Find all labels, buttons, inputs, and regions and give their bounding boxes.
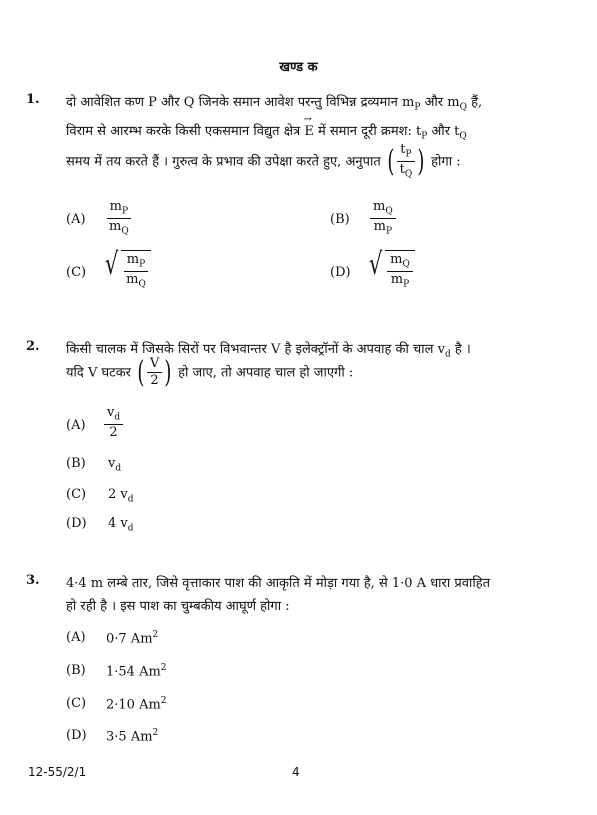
q2-option-b-label: (B) [66, 456, 86, 471]
num-text: m [373, 199, 386, 214]
option-sup: 2 [152, 728, 159, 738]
q1-option-c-value [102, 247, 151, 291]
option-text: 3·5 Am [106, 729, 153, 745]
q2-option-d-value [108, 516, 134, 534]
num-text: m [390, 252, 403, 267]
option-sup: 2 [152, 630, 159, 640]
num-text: m [126, 252, 140, 267]
num-sub: P [139, 259, 146, 270]
option-text: v [108, 456, 116, 471]
num-sub: Q [385, 206, 393, 217]
q2-option-b-value [108, 456, 121, 474]
q3-option-c-label: (C) [66, 696, 87, 711]
option-text: 4 v [108, 516, 128, 531]
fraction-denominator [371, 219, 395, 237]
square-root [102, 247, 151, 291]
fraction-denominator [397, 162, 416, 180]
fraction-numerator [387, 253, 413, 272]
q1-sub: Q [459, 102, 467, 113]
q3-option-c-value [106, 696, 167, 712]
q2-sub: d [444, 349, 451, 360]
left-paren: ( [137, 354, 145, 390]
q2-text: है । [450, 342, 471, 357]
question-2-line-2 [66, 354, 354, 390]
page-number: 4 [292, 765, 300, 779]
option-fraction [104, 406, 123, 441]
question-3-line-1: 4·4 m लम्बे तार, जिसे वृत्ताकार पाश की आकृति में मोड़ा गया है, से 1·0 A धारा प्रवाहित [66, 576, 491, 591]
q2-option-d-label: (D) [66, 516, 87, 531]
fraction-denominator [106, 219, 132, 237]
option-text: 2·10 Am [106, 697, 161, 713]
question-1-line-2 [66, 121, 467, 142]
radical-sign: √ [104, 247, 119, 282]
q2-text: यदि V घटकर [66, 365, 131, 381]
electric-field-vector: → E [304, 124, 314, 139]
den-sub: P [403, 280, 410, 291]
fraction-denominator: 2 [109, 425, 118, 441]
q1-sub: Q [459, 131, 467, 142]
q1-sub: P [414, 102, 421, 113]
question-1-line-1 [66, 92, 482, 113]
option-sup: 2 [160, 696, 167, 706]
fraction-numerator [370, 200, 396, 219]
num-sub: P [121, 206, 129, 217]
q1-option-b-value [370, 200, 396, 238]
q1-text: समय में तय करते हैं । गुरुत्व के प्रभाव की उपेक्षा करते हुए, अनुपात [66, 154, 381, 170]
right-paren: ) [417, 143, 425, 179]
question-1-number: 1. [26, 92, 40, 107]
num-text: m [109, 199, 122, 214]
q1-text: दो आवेशित कण P और Q जिनके समान आवेश परन्तु विभिन्न द्रव्यमान m [66, 95, 415, 110]
q3-option-b-label: (B) [66, 663, 86, 678]
option-sub: d [127, 494, 134, 505]
ratio-parenthesis [385, 143, 427, 181]
fraction-numerator [107, 200, 131, 219]
voltage-fraction [147, 357, 162, 389]
q2-text: किसी चालक में जिसके सिरों पर विभवान्तर V है इलेक्ट्रॉनों के अपवाह की चाल v [66, 342, 445, 357]
fraction-numerator [104, 406, 123, 425]
right-paren: ) [164, 354, 172, 390]
num-text: v [107, 405, 115, 420]
q1-text: में समान दूरी क्रमश: t [313, 124, 422, 139]
fraction-numerator [397, 143, 414, 162]
q1-option-d-label: (D) [330, 265, 351, 280]
option-fraction [370, 200, 396, 238]
q2-option-c-label: (C) [66, 487, 87, 502]
q1-option-c-label: (C) [66, 265, 87, 280]
q1-text: और m [420, 95, 460, 110]
radical-sign: √ [368, 247, 383, 282]
q2-option-c-value [108, 487, 134, 505]
num-sub: P [405, 149, 412, 160]
q1-option-d-value [366, 247, 415, 291]
q3-option-a-label: (A) [66, 630, 86, 645]
q1-text: विराम से आरम्भ करके किसी एकसमान विद्युत क्षेत्र [66, 124, 305, 139]
q3-option-d-label: (D) [66, 728, 87, 743]
ratio-fraction [397, 143, 416, 181]
q1-option-a-value [106, 200, 132, 238]
q1-text: हैं, [466, 95, 483, 110]
q1-text: होगा : [431, 154, 461, 170]
fraction-denominator [388, 272, 412, 290]
q3-option-b-value [106, 663, 167, 679]
den-sub: Q [121, 227, 129, 238]
paper-code: 12-55/2/1 [28, 765, 87, 779]
fraction-denominator: 2 [150, 373, 159, 389]
q2-option-a-value [104, 406, 123, 441]
question-3-line-2: हो रही है । इस पाश का चुम्बकीय आघूर्ण होगा : [66, 599, 290, 614]
q3-option-d-value [106, 728, 158, 744]
den-text: t [399, 162, 405, 178]
question-2-number: 2. [26, 339, 40, 354]
option-fraction [387, 253, 413, 291]
q1-option-a-label: (A) [66, 212, 86, 227]
square-root [366, 247, 415, 291]
num-text: t [400, 142, 406, 157]
question-1-line-3 [66, 143, 461, 181]
den-text: m [373, 219, 386, 235]
option-text: 2 v [108, 487, 128, 502]
left-paren: ( [387, 143, 395, 179]
option-sub: d [115, 463, 122, 474]
den-sub: Q [404, 170, 413, 181]
q1-text: और t [427, 124, 460, 139]
den-sub: Q [138, 280, 146, 291]
option-text: 1·54 Am [106, 664, 161, 680]
option-sup: 2 [160, 663, 167, 673]
ratio-parenthesis [135, 354, 174, 390]
option-text: 0·7 Am [106, 631, 153, 647]
fraction-denominator [123, 272, 149, 290]
den-text: m [390, 272, 404, 288]
fraction-numerator: V [147, 357, 162, 373]
q2-option-a-label: (A) [66, 418, 86, 433]
den-sub: P [385, 227, 393, 238]
q1-option-b-label: (B) [330, 212, 350, 227]
radicand [385, 250, 415, 291]
option-fraction [123, 253, 149, 291]
option-fraction [106, 200, 132, 238]
den-text: m [109, 219, 122, 235]
radicand [121, 250, 151, 291]
den-text: m [126, 272, 139, 288]
question-3-number: 3. [26, 573, 40, 588]
fraction-numerator [124, 253, 148, 272]
num-sub: Q [402, 259, 410, 270]
option-sub: d [127, 523, 134, 534]
num-sub: d [114, 412, 121, 423]
q3-option-a-value [106, 630, 158, 646]
q2-text: हो जाए, तो अपवाह चाल हो जाएगी : [178, 365, 354, 381]
section-title: खण्ड क [279, 60, 318, 75]
q1-sub: P [421, 131, 428, 142]
